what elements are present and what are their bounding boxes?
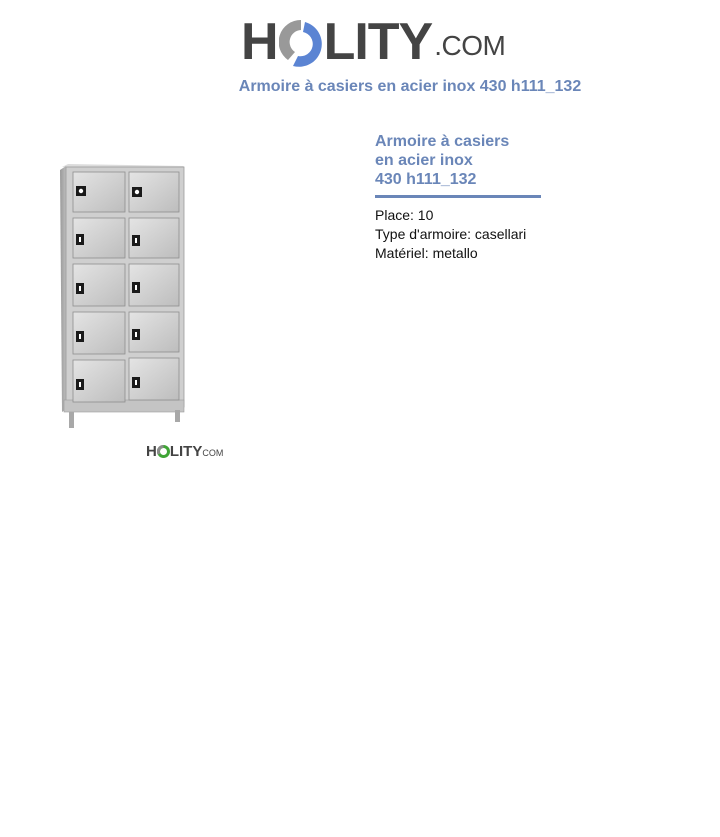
logo-ring-icon	[279, 16, 323, 68]
spec-material: Matériel: metallo	[375, 245, 478, 261]
watermark-ring-icon	[157, 444, 170, 459]
product-title-line-3: 430 h111_132	[375, 171, 477, 188]
holity-logo[interactable]	[241, 12, 506, 71]
watermark-dotcom: COM	[202, 448, 224, 458]
product-title-line-2: en acier inox	[375, 152, 473, 169]
product-info	[375, 132, 545, 263]
product-title-line-1: Armoire à casiers	[375, 133, 510, 150]
page-title: Armoire à casiers en acier inox 430 h111_132	[238, 78, 582, 95]
logo-dotcom: .COM	[434, 30, 506, 61]
logo-letters-lity: LITY	[323, 13, 433, 71]
watermark-letter-h: H	[146, 443, 157, 460]
product-title	[375, 132, 545, 189]
watermark-letters-lity: LITY	[169, 443, 203, 460]
logo-letter-h: H	[241, 13, 278, 71]
spec-cabinet-type: Type d'armoire: casellari	[375, 226, 527, 242]
product-image	[56, 160, 190, 432]
spec-place: Place: 10	[375, 207, 434, 223]
title-divider	[375, 195, 541, 198]
watermark-logo	[146, 444, 223, 459]
